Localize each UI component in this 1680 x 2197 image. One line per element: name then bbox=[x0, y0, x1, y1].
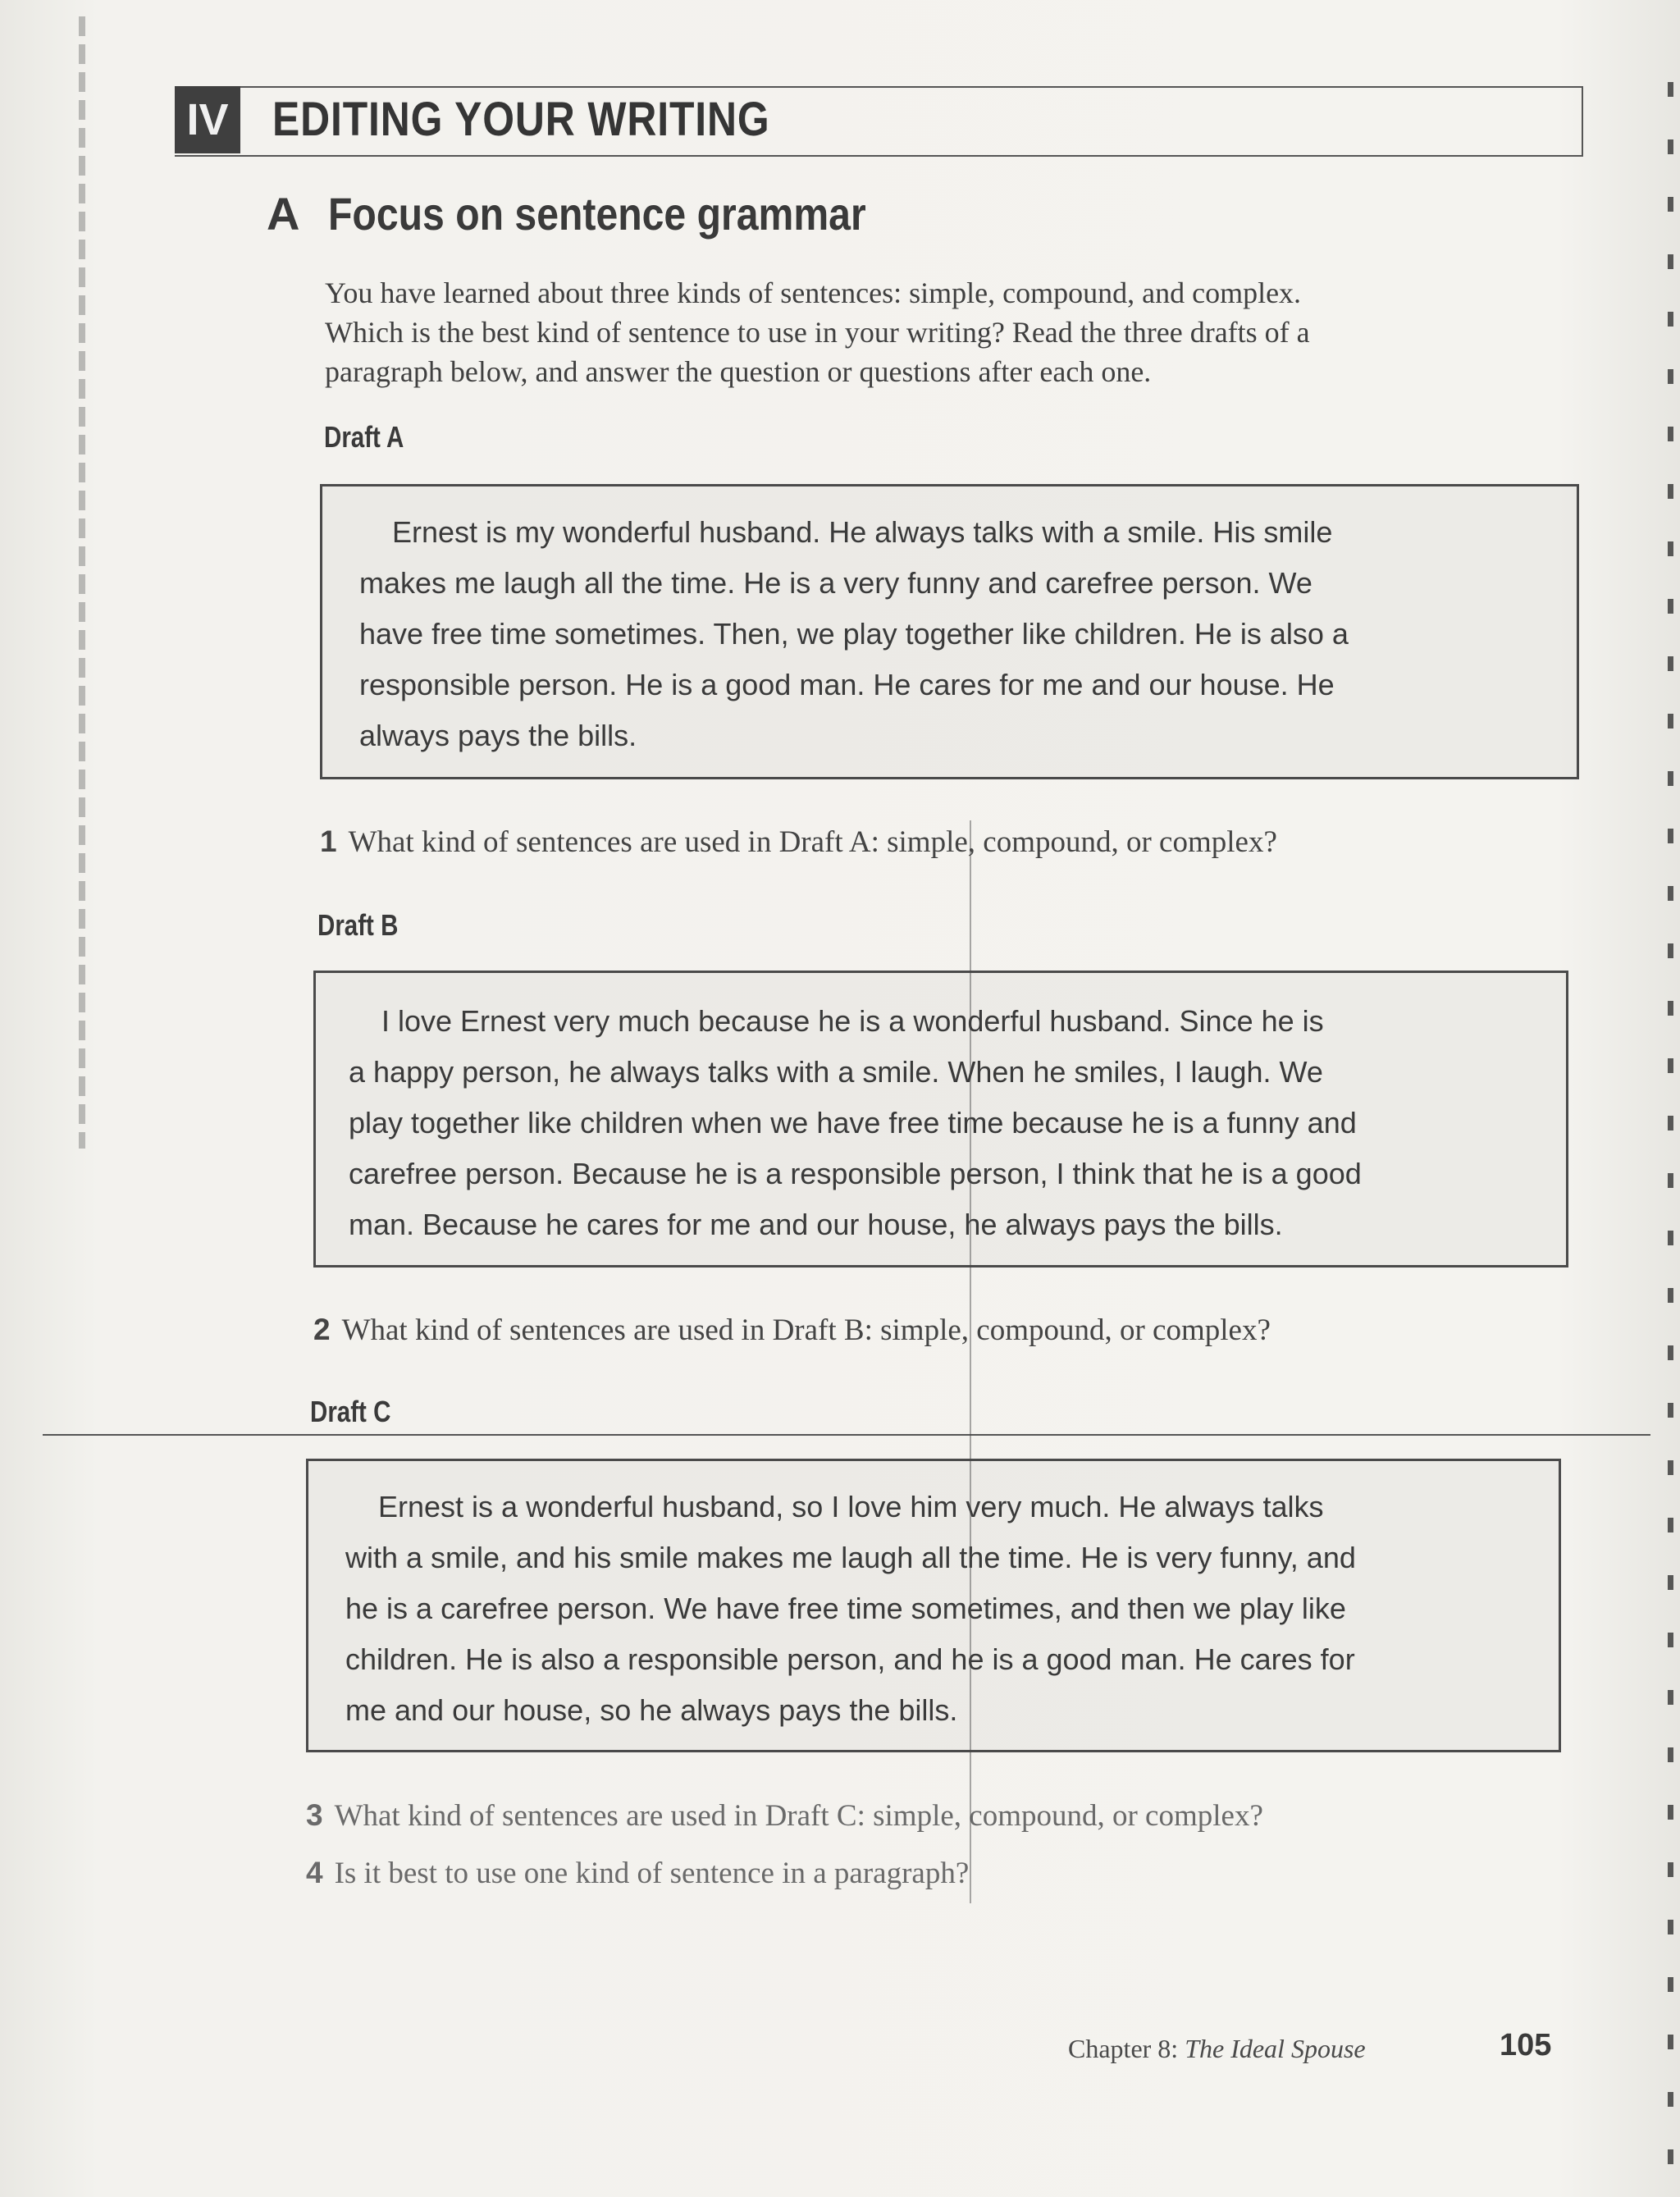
draft-a-line: have free time sometimes. Then, we play together like children. He is also a bbox=[359, 617, 1349, 651]
draft-c-line: Ernest is a wonderful husband, so I love him very much. He always talks bbox=[378, 1490, 1324, 1523]
chapter-prefix: Chapter 8: bbox=[1068, 2034, 1185, 2063]
question-1 bbox=[320, 824, 1277, 860]
chapter-title: The Ideal Spouse bbox=[1185, 2034, 1366, 2063]
scan-divider-line bbox=[43, 1434, 1650, 1436]
intro-line: You have learned about three kinds of sentences: simple, compound, and complex. bbox=[325, 276, 1302, 309]
draft-a-line: Ernest is my wonderful husband. He always talks with a smile. His smile bbox=[392, 515, 1333, 549]
draft-b-line: a happy person, he always talks with a smile. When he smiles, I laugh. We bbox=[349, 1055, 1323, 1089]
question-4 bbox=[306, 1856, 969, 1891]
draft-c-line: me and our house, so he always pays the bills. bbox=[345, 1693, 958, 1727]
question-number: 2 bbox=[313, 1313, 331, 1346]
draft-b-line: play together like children when we have free time because he is a funny and bbox=[349, 1106, 1357, 1140]
question-text: What kind of sentences are used in Draft A: simple, compound, or complex? bbox=[348, 825, 1277, 859]
draft-b-label: Draft B bbox=[317, 908, 399, 942]
draft-b-line: I love Ernest very much because he is a wonderful husband. Since he is bbox=[381, 1004, 1324, 1038]
intro-line: paragraph below, and answer the question or questions after each one. bbox=[325, 355, 1152, 388]
question-text: Is it best to use one kind of sentence in a paragraph? bbox=[334, 1857, 970, 1890]
draft-a-line: makes me laugh all the time. He is a very funny and carefree person. We bbox=[359, 566, 1312, 600]
question-text: What kind of sentences are used in Draft C: simple, compound, or complex? bbox=[334, 1799, 1263, 1833]
draft-c-box bbox=[306, 1459, 1561, 1752]
draft-c-label: Draft C bbox=[310, 1395, 391, 1428]
subsection-title: Focus on sentence grammar bbox=[328, 188, 866, 240]
page-edge-marks bbox=[1668, 82, 1673, 2182]
question-2 bbox=[313, 1313, 1271, 1348]
draft-b-box bbox=[313, 971, 1568, 1268]
draft-a-box bbox=[320, 484, 1579, 779]
draft-c-line: with a smile, and his smile makes me laugh all the time. He is very funny, and bbox=[345, 1541, 1356, 1574]
section-number-badge: IV bbox=[175, 86, 240, 153]
page-fold-crease bbox=[970, 820, 971, 1903]
draft-b-line: carefree person. Because he is a responsible person, I think that he is a good bbox=[349, 1157, 1362, 1190]
draft-a-line: responsible person. He is a good man. He cares for me and our house. He bbox=[359, 668, 1335, 701]
question-number: 1 bbox=[320, 824, 337, 858]
intro-line: Which is the best kind of sentence to use in your writing? Read the three drafts of a bbox=[325, 316, 1310, 349]
subsection-letter: A bbox=[267, 188, 300, 240]
chapter-footer bbox=[1068, 2034, 1366, 2064]
draft-a-label: Draft A bbox=[324, 420, 404, 454]
question-3 bbox=[306, 1798, 1263, 1834]
draft-b-line: man. Because he cares for me and our house, he always pays the bills. bbox=[349, 1208, 1283, 1241]
question-number: 3 bbox=[306, 1798, 323, 1832]
draft-c-line: children. He is also a responsible person, and he is a good man. He cares for bbox=[345, 1642, 1355, 1676]
draft-a-line: always pays the bills. bbox=[359, 719, 637, 752]
question-text: What kind of sentences are used in Draft B: simple, compound, or complex? bbox=[341, 1313, 1271, 1347]
section-title: EDITING YOUR WRITING bbox=[272, 93, 770, 146]
draft-c-line: he is a carefree person. We have free time sometimes, and then we play like bbox=[345, 1592, 1346, 1625]
page-spine-shadow bbox=[79, 16, 85, 1149]
page-number: 105 bbox=[1500, 2028, 1552, 2062]
intro-paragraph bbox=[325, 273, 1572, 391]
question-number: 4 bbox=[306, 1856, 323, 1889]
